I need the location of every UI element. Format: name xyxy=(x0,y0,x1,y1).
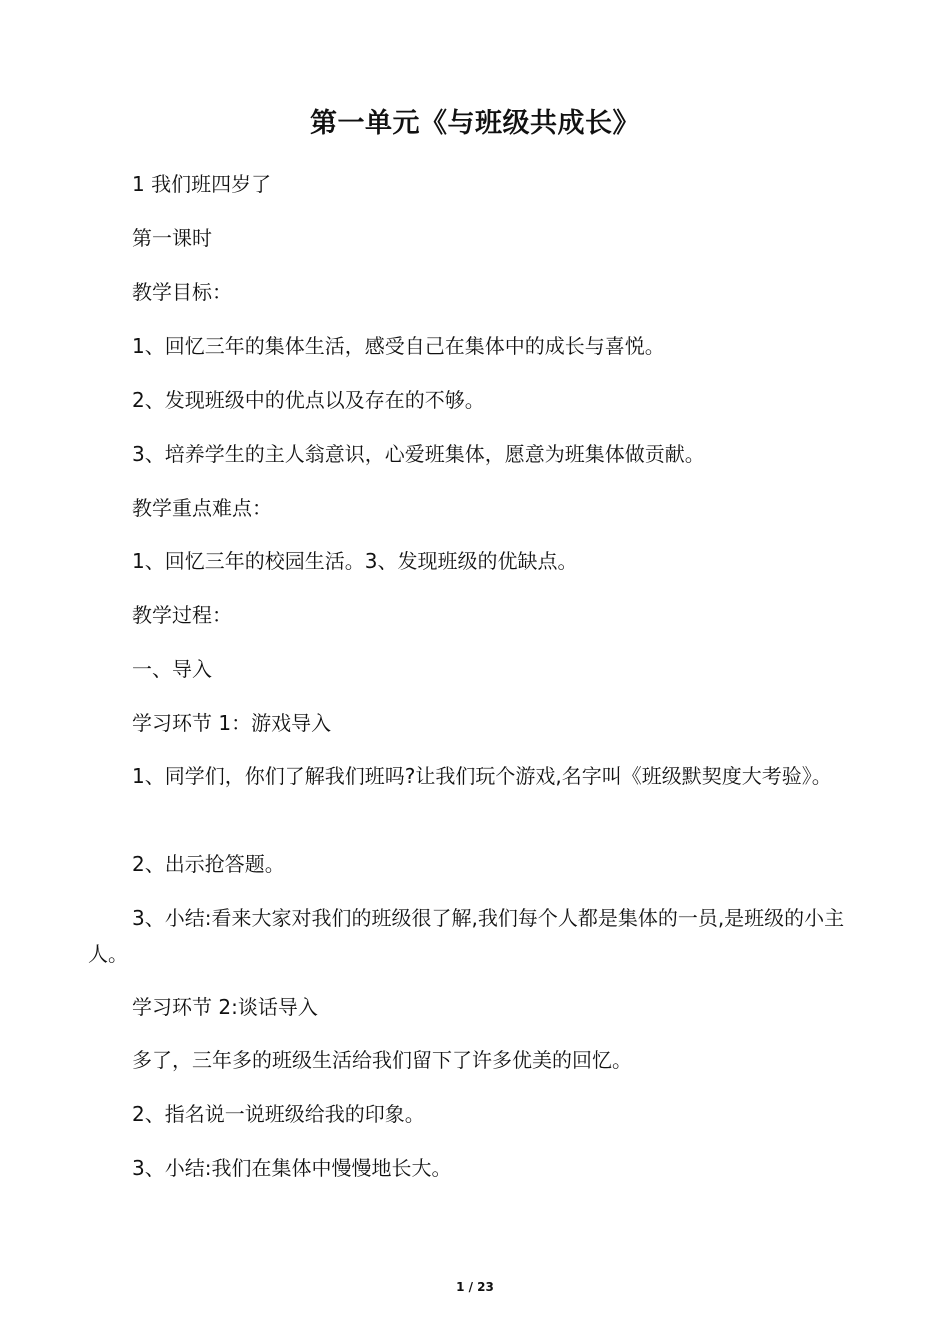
paragraph-process-heading: 教学过程： xyxy=(132,603,232,627)
paragraph-step-1-item-1: 1、同学们，你们了解我们班吗?让我们玩个游戏,名字叫《班级默契度大考验》。 xyxy=(132,764,832,788)
paragraph-objective-3: 3、培养学生的主人翁意识，心爱班集体，愿意为班集体做贡献。 xyxy=(132,442,705,466)
paragraph-lesson-name: 1 我们班四岁了 xyxy=(132,172,272,196)
paragraph-objective-2: 2、发现班级中的优点以及存在的不够。 xyxy=(132,388,485,412)
paragraph-step-2-item-3: 3、小结:我们在集体中慢慢地长大。 xyxy=(132,1156,452,1180)
paragraph-key-points: 1、回忆三年的校园生活。3、发现班级的优缺点。 xyxy=(132,549,578,573)
document-title: 第一单元《与班级共成长》 xyxy=(310,108,640,139)
paragraph-section-intro: 一、导入 xyxy=(132,657,212,681)
page-indicator: 1 / 23 xyxy=(456,1280,494,1294)
paragraph-step-2-item-1: 多了，三年多的班级生活给我们留下了许多优美的回忆。 xyxy=(132,1048,632,1072)
paragraph-class-period: 第一课时 xyxy=(132,226,212,250)
paragraph-step-1-item-3: 3、小结:看来大家对我们的班级很了解,我们每个人都是集体的一员,是班级的小主人。 xyxy=(88,906,845,966)
paragraph-objective-1: 1、回忆三年的集体生活，感受自己在集体中的成长与喜悦。 xyxy=(132,334,665,358)
paragraph-key-points-heading: 教学重点难点： xyxy=(132,496,272,520)
paragraph-objectives-heading: 教学目标： xyxy=(132,280,232,304)
paragraph-step-1-item-2: 2、出示抢答题。 xyxy=(132,852,285,876)
paragraph-step-1-heading: 学习环节 1：游戏导入 xyxy=(132,711,332,735)
paragraph-step-2-item-2: 2、指名说一说班级给我的印象。 xyxy=(132,1102,425,1126)
paragraph-step-2-heading: 学习环节 2:谈话导入 xyxy=(132,995,318,1019)
